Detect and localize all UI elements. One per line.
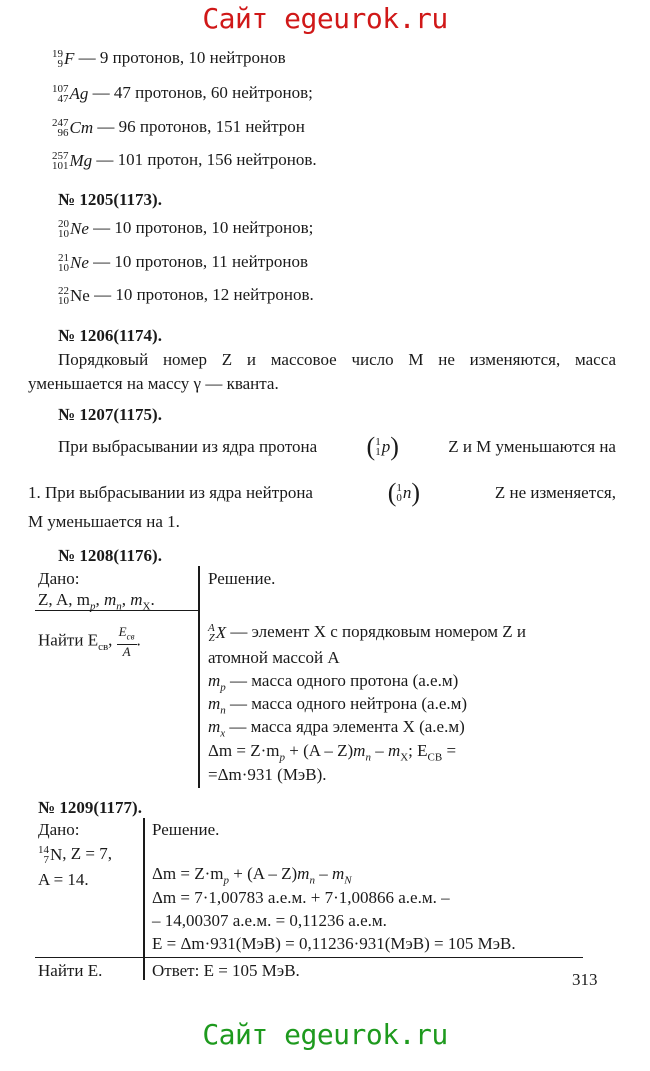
mx-line: $m_x$ — масса ядра элемента X (а.е.м) bbox=[208, 717, 465, 740]
given-nitrogen: 14 7 N, Z = 7, bbox=[38, 844, 113, 867]
formula-line-2: =Δm·931 (МэВ). bbox=[208, 765, 327, 784]
answer-line: Ответ: E = 105 МэВ. bbox=[152, 961, 300, 980]
isotope-line: 107 47 Ag — 47 протонов, 60 нейтронов; bbox=[52, 83, 313, 106]
nuclide: 1 0 n bbox=[396, 482, 412, 504]
fraction-ecv-a: $\frac{E_{св}}{A}$ bbox=[118, 624, 135, 659]
isotope-line: 21 10 Ne — 10 протонов, 11 нейтронов bbox=[58, 252, 308, 275]
nuclide: 257 101 Mg bbox=[52, 150, 93, 173]
watermark-top: Сайт egeurok.ru bbox=[202, 2, 448, 35]
given-label: Дано: bbox=[38, 820, 80, 839]
problem-heading-1208: № 1208(1176). bbox=[58, 546, 162, 565]
mp-line: $m_p$ — масса одного протона (а.е.м) bbox=[208, 671, 459, 694]
element-line: A Z X — элемент X с порядковым номером Z и bbox=[208, 622, 526, 645]
nuclide: 1 1 p bbox=[375, 436, 391, 458]
formula-line-c: – 14,00307 а.е.м. = 0,11236 а.е.м. bbox=[152, 911, 387, 930]
element-line-2: атомной массой A bbox=[208, 648, 340, 667]
problem-heading-1206: № 1206(1174). bbox=[58, 326, 162, 345]
solution-label: Решение. bbox=[152, 820, 220, 839]
table-divider-vertical bbox=[198, 566, 200, 788]
nuclide: 107 47 Ag bbox=[52, 83, 89, 106]
formula-line-b: Δm = 7·1,00783 а.е.м. + 7·1,00866 а.е.м. – bbox=[152, 888, 450, 907]
nuclide: 20 10 Ne bbox=[58, 218, 89, 241]
nuclide: 19 9 F bbox=[52, 48, 75, 71]
formula-line-a: $\Delta m = Z\cdot m_p + (A - Z)m_n - m_N$ bbox=[152, 864, 352, 887]
problem-text-1207-line2: 1. При выбрасывании из ядра нейтрона ( 1 0 n) Z не изменяется, bbox=[28, 478, 616, 507]
isotope-line: 22 10 Ne — 10 протонов, 12 нейтронов. bbox=[58, 285, 314, 308]
nuclide: 22 10 Ne bbox=[58, 285, 90, 308]
find-label: Найти E. bbox=[38, 961, 103, 980]
find-label: Найти $E_{св}$, $\frac{E_{св}}{A}$ . bbox=[38, 624, 141, 659]
isotope-line: 19 9 F — 9 протонов, 10 нейтронов bbox=[52, 48, 286, 71]
problem-heading-1209: № 1209(1177). bbox=[38, 798, 142, 817]
problem-heading-1207: № 1207(1175). bbox=[58, 405, 162, 424]
nuclide: 247 96 Cm bbox=[52, 117, 94, 140]
given-values: Z, A, $m_p$, $m_n$, $m_X$. bbox=[38, 590, 155, 613]
watermark-bottom: Сайт egeurok.ru bbox=[202, 1018, 448, 1051]
page-number: 313 bbox=[572, 970, 598, 989]
formula-line-d: E = Δm·931(МэВ) = 0,11236·931(МэВ) = 105 МэВ. bbox=[152, 934, 516, 953]
problem-text-1206: Порядковый номер Z и массовое число M не изменяются, масса уменьшается на массу γ — кванта. bbox=[28, 350, 616, 393]
isotope-line: 257 101 Mg — 101 протон, 156 нейтронов. bbox=[52, 150, 317, 173]
nuclide: 14 7 N bbox=[38, 844, 63, 867]
problem-text-1207-line3: M уменьшается на 1. bbox=[28, 512, 180, 531]
problem-text-1207-line1: При выбрасывании из ядра протона ( 1 1 p) Z и M уменьшаются на bbox=[58, 432, 616, 461]
mn-line: $m_n$ — масса одного нейтрона (а.е.м) bbox=[208, 694, 468, 717]
nuclide: 21 10 Ne bbox=[58, 252, 89, 275]
isotope-line: 20 10 Ne — 10 протонов, 10 нейтронов; bbox=[58, 218, 314, 241]
problem-heading-1205: № 1205(1173). bbox=[58, 190, 162, 209]
given-mass: A = 14. bbox=[38, 870, 89, 889]
formula-line-1: $\Delta m = Z\cdot m_p + (A - Z)m_n - m_X$; $E_{CB}$ = bbox=[208, 741, 457, 764]
solution-label: Решение. bbox=[208, 569, 276, 588]
nuclide: A Z X bbox=[208, 622, 227, 645]
isotope-line: 247 96 Cm — 96 протонов, 151 нейтрон bbox=[52, 117, 305, 140]
given-label: Дано: bbox=[38, 569, 80, 588]
table-divider-horizontal bbox=[35, 957, 583, 958]
table-divider-vertical bbox=[143, 818, 145, 980]
